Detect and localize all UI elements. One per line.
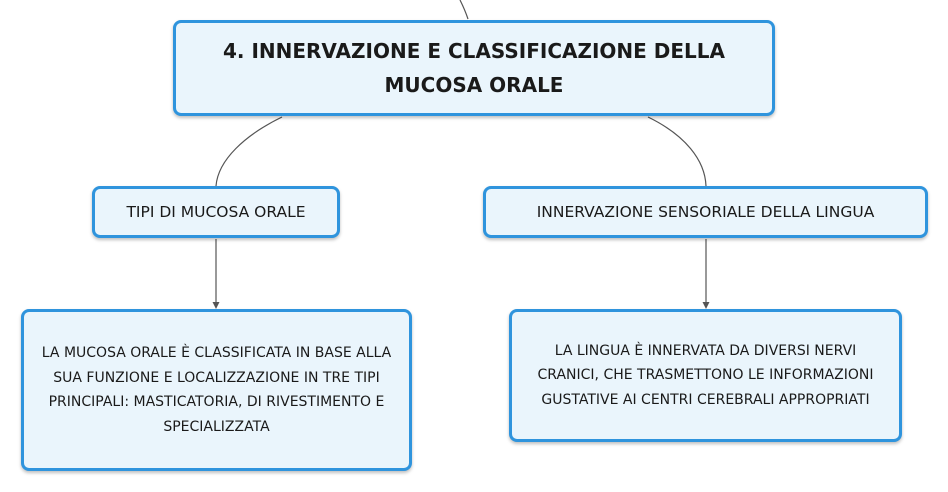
detail-text: LA MUCOSA ORALE È CLASSIFICATA IN BASE ALLA SUA FUNZIONE E LOCALIZZAZIONE IN TRE TIPI PRINCIPALI: MASTICATORIA, DI RIVESTIMENTO E SPECIALIZZATA	[41, 345, 392, 435]
detail-node-lingua[interactable]	[509, 309, 902, 442]
connector-root-to-right	[648, 117, 706, 186]
connector-parent-to-root	[460, 0, 468, 19]
root-title: 4. INNERVAZIONE E CLASSIFICAZIONE DELLA MUCOSA ORALE	[222, 39, 726, 97]
topic-node-tipi-mucosa[interactable]	[92, 186, 340, 238]
connector-root-to-left	[216, 117, 282, 186]
detail-text: LA LINGUA È INNERVATA DA DIVERSI NERVI CRANICI, CHE TRASMETTONO LE INFORMAZIONI GUSTATIVE AI CENTRI CEREBRALI APPROPRIATI	[537, 342, 874, 408]
root-node[interactable]	[173, 20, 775, 116]
topic-label: TIPI DI MUCOSA ORALE	[126, 203, 306, 221]
arrowhead-left	[213, 302, 220, 309]
detail-node-mucosa[interactable]	[21, 309, 412, 471]
arrowhead-right	[703, 302, 710, 309]
topic-label: INNERVAZIONE SENSORIALE DELLA LINGUA	[536, 203, 875, 221]
topic-node-innervazione-lingua[interactable]	[483, 186, 928, 238]
